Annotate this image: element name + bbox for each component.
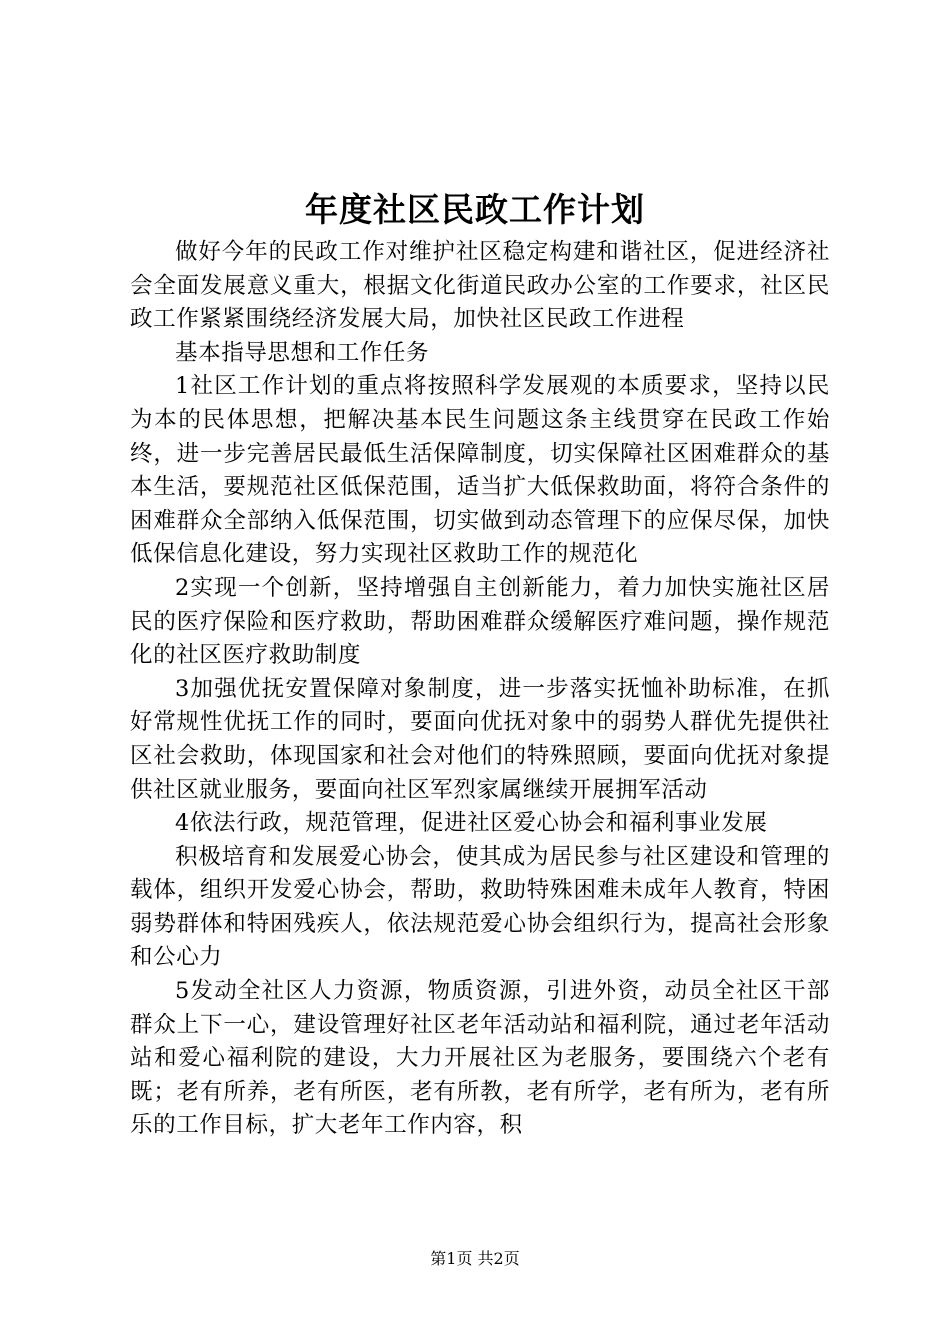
paragraph-item-1: 1社区工作计划的重点将按照科学发展观的本质要求，坚持以民为本的民体思想，把解决基本民生问题这条主线贯穿在民政工作始终，进一步完善居民最低生活保障制度，切实保障社区困难群众的基本生活，要规范社区低保范围，适当扩大低保救助面，将符合条件的困难群众全部纳入低保范围，切实做到动态管理下的应保尽保，加快低保信息化建设，努力实现社区救助工作的规范化 <box>130 373 830 568</box>
document-title: 年度社区民政工作计划 <box>305 190 645 229</box>
paragraph-item-4: 4依法行政，规范管理，促进社区爱心协会和福利事业发展 <box>175 810 768 837</box>
document-body <box>130 236 830 1143</box>
paragraph-item-5: 5发动全社区人力资源，物质资源，引进外资，动员全社区干部群众上下一心，建设管理好社区老年活动站和福利院，通过老年活动站和爱心福利院的建设，大力开展社区为老服务，要围绕六个老有既；老有所养，老有所医，老有所教，老有所学，老有所为，老有所乐的工作目标，扩大老年工作内容，积 <box>130 978 830 1139</box>
paragraph-item-4-detail: 积极培育和发展爱心协会，使其成为居民参与社区建设和管理的载体，组织开发爱心协会，帮助，救助特殊困难未成年人教育，特困弱势群体和特困残疾人，依法规范爱心协会组织行为，提高社会形象和公心力 <box>130 843 830 971</box>
paragraph-intro: 做好今年的民政工作对维护社区稳定构建和谐社区，促进经济社会全面发展意义重大，根据文化街道民政办公室的工作要求，社区民政工作紧紧围绕经济发展大局，加快社区民政工作进程 <box>130 239 830 333</box>
paragraph-item-2: 2实现一个创新，坚持增强自主创新能力，着力加快实施社区居民的医疗保险和医疗救助，帮助困难群众缓解医疗难问题，操作规范化的社区医疗救助制度 <box>130 574 830 669</box>
page-footer: 第1页 共2页 <box>430 1249 520 1268</box>
paragraph-heading: 基本指导思想和工作任务 <box>175 339 430 366</box>
paragraph-item-3: 3加强优抚安置保障对象制度，进一步落实抚恤补助标准，在抓好常规性优抚工作的同时，要面向优抚对象中的弱势人群优先提供社区社会救助，体现国家和社会对他们的特殊照顾，要面向优抚对象提供社区就业服务，要面向社区军烈家属继续开展拥军活动 <box>130 675 830 803</box>
